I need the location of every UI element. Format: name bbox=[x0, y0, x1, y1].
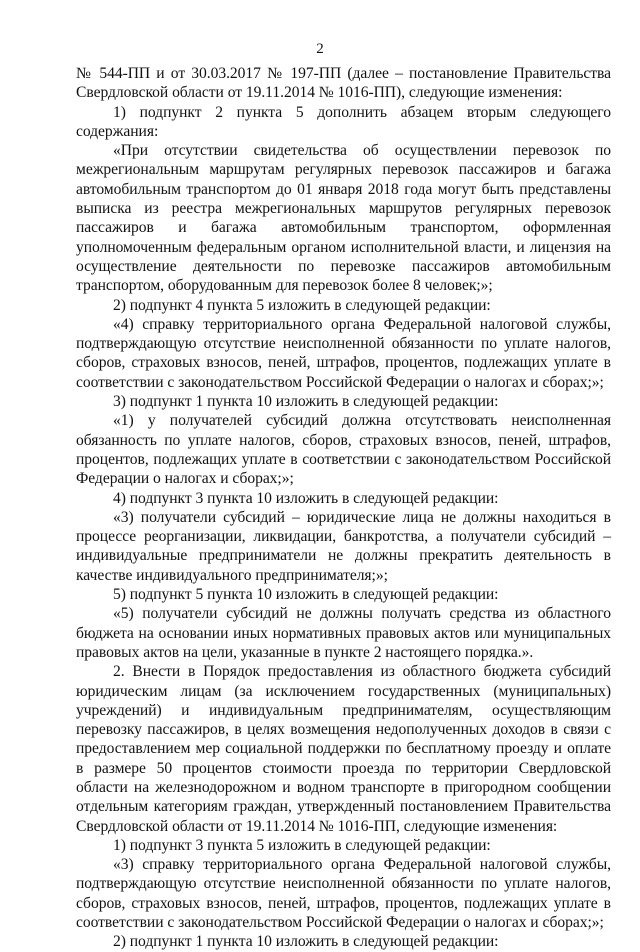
page-number: 2 bbox=[316, 41, 324, 57]
paragraph-continuation: № 544-ПП и от 30.03.2017 № 197-ПП (далее – постановление Правительства Свердловской области от 19.11.2014 № 1016-ПП), следующие изменения: bbox=[76, 65, 611, 102]
paragraph-section: 2. Внести в Порядок предоставления из областного бюджета субсидий юридическим лицам (за исключением государственных (муниципальных) учреждений) и индивидуальным предпринимателям, осуществляющим перевозку пассажиров, в целях возмещения недополученных доходов в связи с предоставлением мер социальной поддержки по бесплатному проезду и оплате в размере 50 процентов стоимости проезда по территории Свердловской области на железнодорожном и водном транспорте в пригородном сообщении отдельным категориям граждан, утвержденный постановлением Правительства Свердловской области от 19.11.2014 № 1016-ПП, следующие изменения: bbox=[76, 663, 611, 835]
paragraph-item: 4) подпункт 3 пункта 10 изложить в следующей редакции: bbox=[113, 489, 499, 507]
paragraph-item: 5) подпункт 5 пункта 10 изложить в следующей редакции: bbox=[113, 586, 499, 604]
paragraph-quote: «4) справку территориального органа Федеральной налоговой службы, подтверждающую отсутствие неисполненной обязанности по уплате налогов, сборов, страховых взносов, пеней, штрафов, процентов, подлежащих уплате в соответствии с законодательством Российской Федерации о налогах и сборах;»; bbox=[76, 315, 611, 391]
paragraph-item: 2) подпункт 4 пункта 5 изложить в следующей редакции: bbox=[113, 296, 491, 314]
paragraph-item: 2) подпункт 1 пункта 10 изложить в следующей редакции: bbox=[113, 933, 499, 951]
document-body bbox=[76, 64, 611, 952]
paragraph-item: 1) подпункт 3 пункта 5 изложить в следующей редакции: bbox=[113, 836, 491, 854]
paragraph-quote: «1) у получателей субсидий должна отсутствовать неисполненная обязанность по уплате налогов, сборов, страховых взносов, пеней, штрафов, процентов, подлежащих уплате в соответствии с законодательством Российской Федерации о налогах и сборах;»; bbox=[76, 412, 611, 488]
paragraph-item: 1) подпункт 2 пункта 5 дополнить абзацем вторым следующего содержания: bbox=[76, 103, 611, 140]
paragraph-item: 3) подпункт 1 пункта 10 изложить в следующей редакции: bbox=[113, 393, 499, 411]
paragraph-quote: «При отсутствии свидетельства об осуществлении перевозок по межрегиональным маршрутам регулярных перевозок пассажиров и багажа автомобильным транспортом до 01 января 2018 года могут быть представлены выписка из реестра межрегиональных маршрутов регулярных перевозок пассажиров и багажа автомобильным транспортом, оформленная уполномоченным федеральным органом исполнительной власти, и лицензия на осуществление деятельности по перевозке пассажиров автомобильным транспортом, оборудованным для перевозок более 8 человек;»; bbox=[76, 142, 611, 295]
paragraph-quote: «5) получатели субсидий не должны получать средства из областного бюджета на основании иных нормативных правовых актов или муниципальных правовых актов на цели, указанные в пункте 2 настоящего порядка.». bbox=[76, 605, 611, 661]
paragraph-quote: «3) получатели субсидий – юридические лица не должны находиться в процессе реорганизации, ликвидации, банкротства, а получатели субсидий – индивидуальные предприниматели не должны прекратить деятельность в качестве индивидуального предпринимателя;»; bbox=[76, 508, 611, 584]
paragraph-quote: «3) справку территориального органа Федеральной налоговой службы, подтверждающую отсутствие неисполненной обязанности по уплате налогов, сборов, страховых взносов, пеней, штрафов, процентов, подлежащих уплате в соответствии с законодательством Российской Федерации о налогах и сборах;»; bbox=[76, 856, 611, 932]
